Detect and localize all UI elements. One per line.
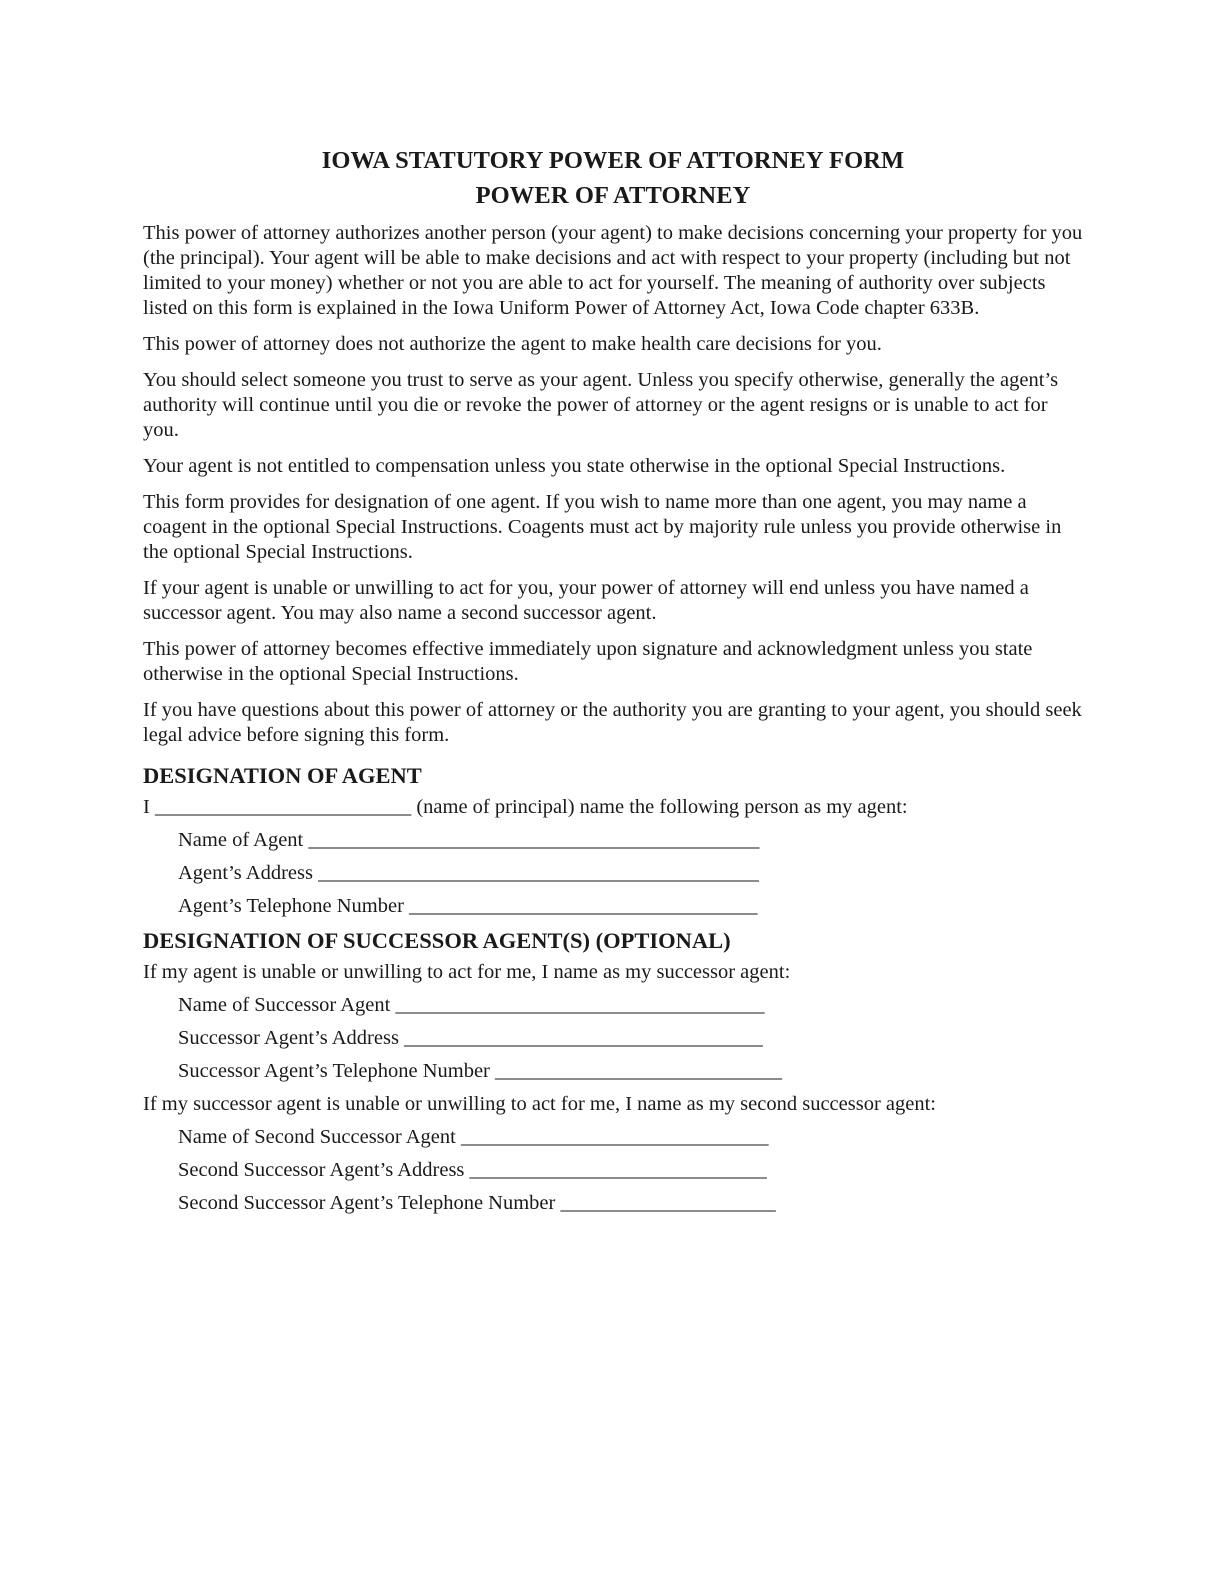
principal-name-field[interactable]: I _________________________ (name of principal) name the following person as my agent:: [143, 796, 908, 818]
agent-phone-field[interactable]: Agent’s Telephone Number __________________________________: [178, 895, 758, 917]
successor-intro-text: If my agent is unable or unwilling to act for me, I name as my successor agent:: [143, 961, 791, 983]
intro-paragraph-3: You should select someone you trust to serve as your agent. Unless you specify otherwise, generally the agent’s authority will continue until you die or revoke the power of attorney or the agent resigns or is unable to act for you.: [143, 369, 1059, 441]
intro-paragraph-8: If you have questions about this power of attorney or the authority you are granting to your agent, you should seek legal advice before signing this form.: [143, 699, 1082, 746]
agent-section-heading: DESIGNATION OF AGENT: [143, 763, 422, 788]
intro-paragraph-6: If your agent is unable or unwilling to act for you, your power of attorney will end unless you have named a successor agent. You may also name a second successor agent.: [143, 577, 1029, 624]
second-successor-intro-text: If my successor agent is unable or unwilling to act for me, I name as my second successor agent:: [143, 1093, 937, 1115]
second-successor-phone-field[interactable]: Second Successor Agent’s Telephone Number _____________________: [178, 1192, 776, 1214]
form-title: IOWA STATUTORY POWER OF ATTORNEY FORM: [321, 147, 905, 174]
form-subtitle: POWER OF ATTORNEY: [475, 182, 751, 209]
successor-name-field[interactable]: Name of Successor Agent ____________________________________: [178, 994, 765, 1016]
intro-paragraph-4: Your agent is not entitled to compensation unless you state otherwise in the optional Special Instructions.: [143, 455, 1006, 477]
second-successor-address-field[interactable]: Second Successor Agent’s Address _____________________________: [178, 1159, 767, 1181]
successor-section-heading: DESIGNATION OF SUCCESSOR AGENT(S) (OPTIONAL): [143, 928, 731, 953]
intro-paragraph-5: This form provides for designation of one agent. If you wish to name more than one agent, you may name a coagent in the optional Special Instructions. Coagents must act by majority rule unless you provide otherwise in the optional Special Instructions.: [143, 491, 1062, 563]
successor-phone-field[interactable]: Successor Agent’s Telephone Number ____________________________: [178, 1060, 783, 1082]
document-page: [143, 143, 1083, 1224]
successor-address-field[interactable]: Successor Agent’s Address ___________________________________: [178, 1027, 763, 1049]
second-successor-name-field[interactable]: Name of Second Successor Agent ______________________________: [178, 1126, 769, 1148]
intro-paragraph-2: This power of attorney does not authorize the agent to make health care decisions for you.: [143, 333, 882, 355]
agent-name-field[interactable]: Name of Agent ____________________________________________: [178, 829, 760, 851]
agent-address-field[interactable]: Agent’s Address ___________________________________________: [178, 862, 759, 884]
intro-paragraph-1: This power of attorney authorizes another person (your agent) to make decisions concerning your property for you (the principal). Your agent will be able to make decisions and act with respect to your property (including but not limited to your money) whether or not you are able to act for yourself. The meaning of authority over subjects listed on this form is explained in the Iowa Uniform Power of Attorney Act, Iowa Code chapter 633B.: [143, 222, 1083, 319]
intro-paragraph-7: This power of attorney becomes effective immediately upon signature and acknowledgment unless you state otherwise in the optional Special Instructions.: [143, 638, 1033, 685]
